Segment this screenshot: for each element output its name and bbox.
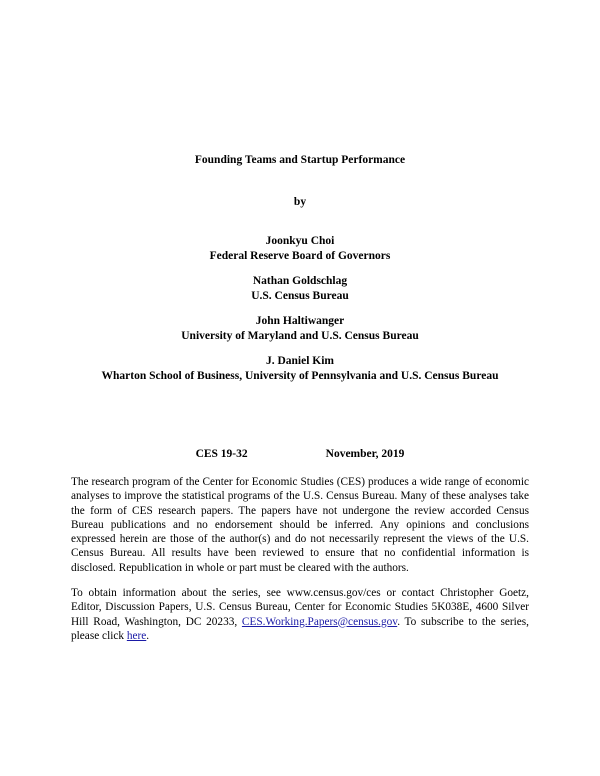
- paper-date: November, 2019: [325, 448, 405, 460]
- author-affiliation: Federal Reserve Board of Governors: [209, 249, 391, 262]
- author-name: Nathan Goldschlag: [252, 275, 348, 287]
- author-affiliation: Wharton School of Business, University of Pennsylvania and U.S. Census Bureau: [101, 369, 499, 382]
- paper-title: Founding Teams and Startup Performance: [194, 154, 406, 166]
- author-block: [0, 354, 600, 383]
- by-line: by: [293, 196, 307, 208]
- paper-meta: [0, 448, 600, 460]
- author-block: [0, 314, 600, 343]
- author-affiliation: U.S. Census Bureau: [251, 289, 349, 302]
- author-name: John Haltiwanger: [255, 315, 345, 327]
- author-name: Joonkyu Choi: [265, 235, 335, 247]
- subscribe-link[interactable]: here: [126, 629, 147, 642]
- contact-text-middle: . To subscribe to the series, please click: [71, 615, 529, 642]
- disclaimer-paragraph: The research program of the Center for Economic Studies (CES) produces a wide range of economic analyses to improve the statistical programs of the U.S. Census Bureau. Many of these analyses take the form of CES research papers. The papers have not undergone the review accorded Census Bureau publications and no endorsement should be inferred. Any opinions and conclusions expressed herein are those of the author(s) and do not necessarily represent the views of the U.S. Census Bureau. All results have been reviewed to ensure that no confidential information is disclosed. Republication in whole or part must be cleared with the authors.: [71, 476, 529, 574]
- contact-text: To obtain information about the series, see www.census.gov/ces or contact Christopher Goetz, Editor, Discussion Papers, U.S. Census Bureau, Center for Economic Studies 5K038E, 4600 Silver Hill Road, Washington, DC 20233,: [71, 587, 529, 628]
- contact-text-end: .: [146, 629, 150, 642]
- author-name: J. Daniel Kim: [265, 355, 335, 367]
- author-block: [0, 274, 600, 303]
- paper-number: CES 19-32: [195, 448, 248, 460]
- author-block: [0, 234, 600, 263]
- contact-paragraph: [71, 586, 529, 643]
- email-link[interactable]: CES.Working.Papers@census.gov: [241, 615, 398, 628]
- author-affiliation: University of Maryland and U.S. Census Bureau: [181, 329, 419, 342]
